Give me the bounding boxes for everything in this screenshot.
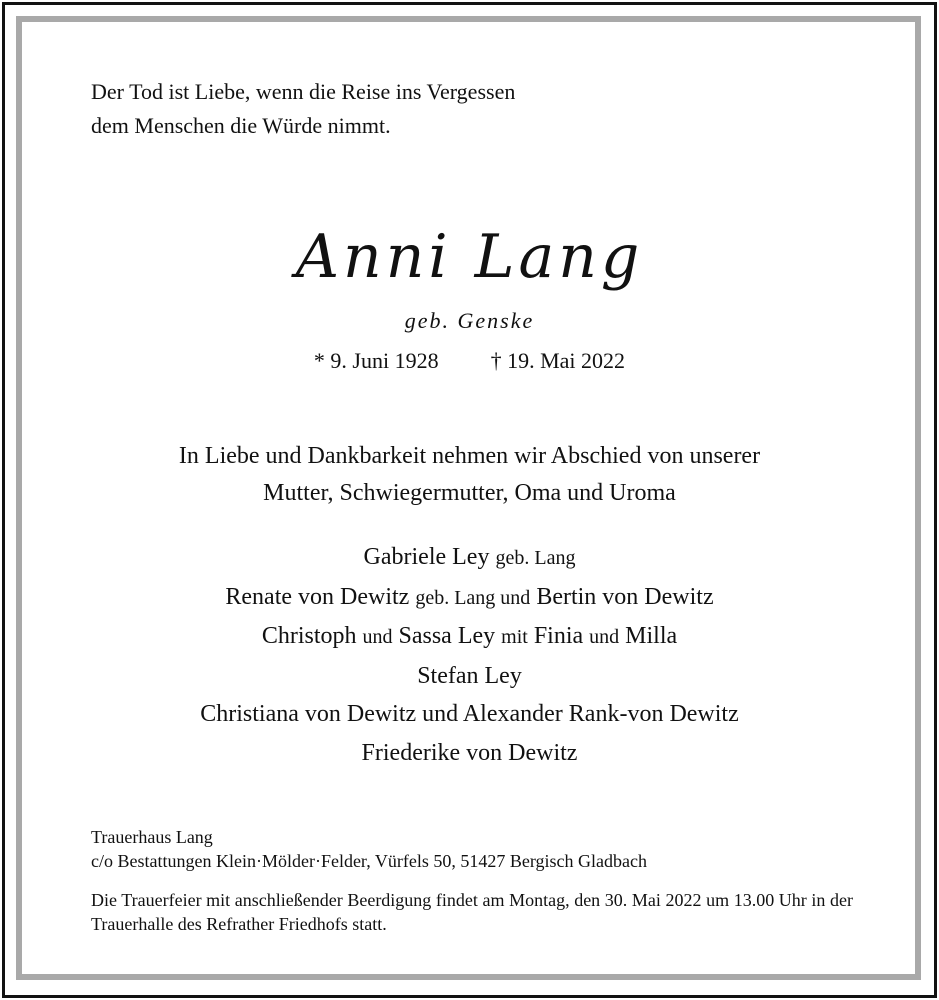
mourner-name: Finia — [533, 623, 584, 649]
mourner-note: mit — [501, 626, 528, 648]
life-dates — [0, 348, 939, 374]
mourner-name: Sassa Ley — [398, 623, 496, 649]
deceased-name: Anni Lang — [295, 222, 644, 292]
mourner-note: geb. Lang — [495, 547, 576, 569]
mourner-line — [0, 578, 939, 618]
funeral-notice: Die Trauerfeier mit anschließender Beerdigung findet am Montag, den 30. Mai 2022 um 13.00 Uhr in der Trauerhalle des Refrather Friedhofs statt. — [91, 890, 853, 934]
mourner-note: und — [362, 626, 393, 648]
motto — [91, 75, 515, 143]
death-date: † 19. Mai 2022 — [490, 348, 626, 373]
farewell-line-2: Mutter, Schwiegermutter, Oma und Uroma — [263, 480, 676, 506]
mourner-line: Stefan Ley — [417, 662, 522, 689]
address-line-1: Trauerhaus Lang — [91, 827, 213, 847]
mourner-note: geb. Lang und — [415, 586, 531, 609]
motto-line-2: dem Menschen die Würde nimmt. — [91, 113, 391, 138]
farewell-line-1: In Liebe und Dankbarkeit nehmen wir Abschied von unserer — [178, 443, 761, 469]
mourner-line: Christiana von Dewitz und Alexander Rank-von Dewitz — [200, 701, 739, 727]
maiden-name: geb. Genske — [404, 308, 535, 333]
mourner-name: Christoph — [261, 623, 357, 649]
mourner-line — [0, 617, 939, 657]
mourner-name: Bertin von Dewitz — [536, 583, 714, 610]
motto-line-1: Der Tod ist Liebe, wenn die Reise ins Vergessen — [91, 79, 516, 104]
mourners-list — [0, 538, 939, 772]
mourner-name: Renate von Dewitz — [225, 583, 410, 610]
address-line-2: c/o Bestattungen Klein·Mölder·Felder, Vürfels 50, 51427 Bergisch Gladbach — [91, 851, 647, 871]
farewell-text — [0, 438, 939, 512]
mourner-note: und — [589, 626, 620, 648]
mourner-name: Gabriele Ley — [363, 544, 490, 570]
mourner-line — [0, 538, 939, 578]
mourner-name: Milla — [625, 623, 678, 649]
mourner-line: Friederike von Dewitz — [361, 739, 578, 766]
address-block — [91, 825, 647, 873]
birth-date: * 9. Juni 1928 — [313, 348, 439, 373]
